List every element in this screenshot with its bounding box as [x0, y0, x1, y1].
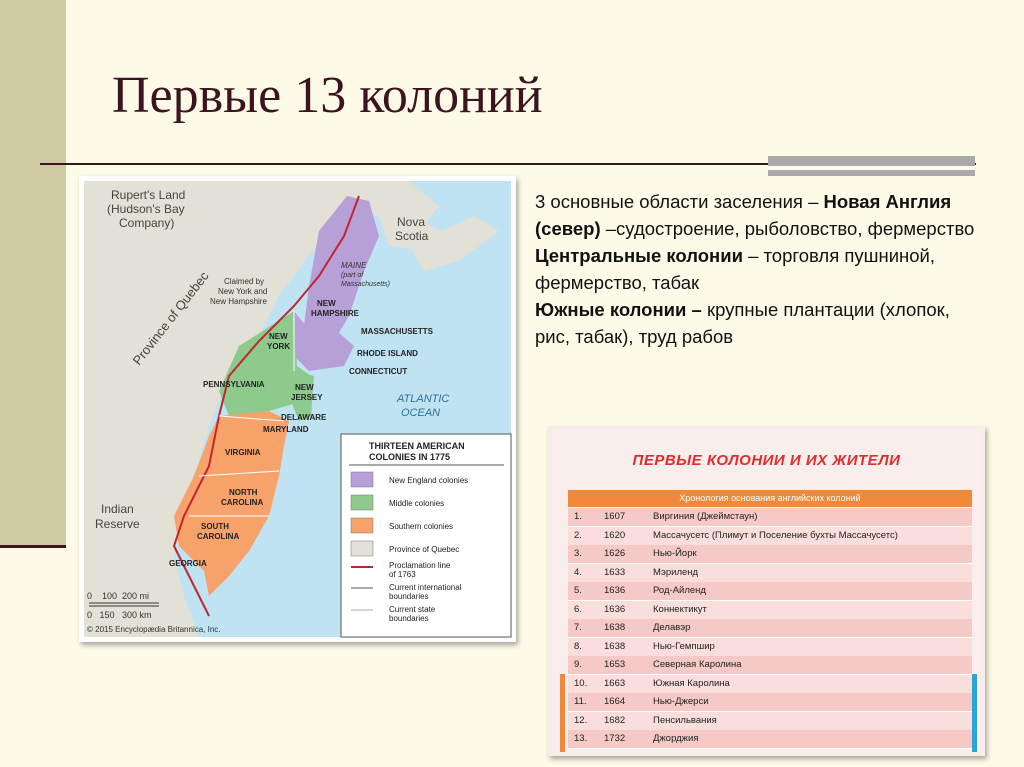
table-cell-name: Виргиния (Джеймстаун) — [653, 511, 758, 522]
table-cell-name: Мэриленд — [653, 566, 699, 578]
map-label-delaware: DELAWARE — [281, 413, 327, 422]
table-cell-num: 3. — [574, 548, 582, 559]
map-label-north-carolina-2: CAROLINA — [221, 498, 264, 507]
table-subheading: Хронология основания английских колоний — [568, 490, 972, 507]
legend-intl-boundaries-2: boundaries — [389, 592, 429, 601]
table-row — [568, 508, 972, 527]
map-label-quebec: Province of Quebec — [129, 268, 212, 368]
table-cell-num: 12. — [574, 714, 588, 726]
map-label-claimed-2: New York and — [218, 287, 268, 296]
table-cell-name: Северная Каролина — [653, 659, 742, 670]
table-cell-name: Нью-Гемпшир — [653, 640, 715, 652]
table-right-stripe — [972, 674, 977, 752]
table-row — [568, 564, 972, 583]
map-label-new-jersey-2: JERSEY — [291, 393, 323, 402]
table-cell-year: 1636 — [604, 585, 626, 596]
table-row — [568, 712, 972, 731]
map-label-new-jersey: NEW — [295, 383, 314, 392]
table-row — [568, 656, 972, 675]
map-label-massachusetts: MASSACHUSETTS — [361, 327, 434, 336]
legend-item-new-england: New England colonies — [389, 476, 469, 485]
map-label-connecticut: CONNECTICUT — [349, 367, 408, 376]
table-cell-year: 1638 — [604, 640, 626, 652]
table-cell-num: 4. — [574, 566, 582, 578]
table-row — [568, 693, 972, 712]
legend-item-southern: Southern colonies — [389, 522, 454, 531]
table-cell-year: 1633 — [604, 566, 626, 578]
map-label-nova-scotia-2: Scotia — [395, 229, 429, 243]
table-row — [568, 730, 972, 749]
table-cell-year: 1732 — [604, 733, 626, 744]
map-label-claimed-3: New Hampshire — [210, 297, 267, 306]
map-label-georgia: GEORGIA — [169, 559, 207, 568]
legend-title-2: COLONIES IN 1775 — [369, 452, 451, 462]
paragraph-new-england: 3 основные области заселения – Новая Англия (север) –судостроение, рыболовство, фермерство — [535, 191, 975, 239]
map-label-ruperts-land-3: Company) — [119, 216, 175, 230]
table-cell-name: Джорджия — [653, 733, 699, 744]
paragraph-middle-colonies: Центральные колонии – торговля пушниной, фермерство, табак — [535, 245, 936, 293]
map-label-nova-scotia: Nova — [397, 215, 426, 229]
legend-title: THIRTEEN AMERICAN — [369, 441, 465, 451]
table-row — [568, 527, 972, 546]
table-cell-name: Пенсильвания — [653, 714, 717, 726]
map-label-maryland: MARYLAND — [263, 425, 309, 434]
table-cell-name: Род-Айленд — [653, 585, 706, 596]
map-label-maine-3: Massachusetts) — [341, 281, 391, 288]
table-cell-year: 1638 — [604, 622, 626, 633]
map-legend — [341, 434, 511, 637]
table-cell-num: 7. — [574, 622, 582, 633]
table-row — [568, 545, 972, 564]
table-row — [568, 582, 972, 601]
table-cell-name: Массачусетс (Плимут и Поселение бухты Массачусетс) — [653, 529, 898, 541]
table-cell-name: Нью-Йорк — [653, 548, 697, 559]
map-label-maine: MAINE — [341, 261, 367, 270]
table-cell-year: 1663 — [604, 677, 626, 689]
map-label-pennsylvania: PENNSYLVANIA — [203, 380, 265, 389]
colonies-table-image — [548, 426, 985, 756]
colonies-description — [535, 188, 975, 350]
map-label-new-hampshire-2: HAMPSHIRE — [311, 309, 360, 318]
map-label-claimed: Claimed by — [224, 277, 265, 286]
table-left-stripe — [560, 674, 565, 752]
table-cell-year: 1664 — [604, 696, 626, 707]
table-cell-year: 1620 — [604, 529, 626, 541]
map-label-virginia: VIRGINIA — [225, 448, 261, 457]
table-row — [568, 601, 972, 620]
colonies-map — [79, 176, 516, 642]
map-label-rhode-island: RHODE ISLAND — [357, 349, 418, 358]
map-label-ruperts-land-2: (Hudson's Bay — [107, 202, 185, 216]
legend-state-boundaries: Current state — [389, 605, 436, 614]
table-cell-num: 5. — [574, 585, 582, 596]
table-cell-num: 6. — [574, 603, 582, 615]
map-scale-km: 0 150 300 km — [87, 610, 152, 620]
table-cell-num: 8. — [574, 640, 582, 652]
map-label-new-york: NEW — [269, 332, 288, 341]
title-accent-bar — [768, 156, 975, 166]
table-row — [568, 619, 972, 638]
paragraph-southern-colonies: Южные колонии – крупные плантации (хлопок, рис, табак), труд рабов — [535, 299, 950, 347]
table-cell-num: 9. — [574, 659, 582, 670]
map-label-new-hampshire: NEW — [317, 299, 336, 308]
table-cell-num: 11. — [574, 696, 587, 707]
map-label-atlantic: ATLANTIC — [397, 393, 450, 405]
map-label-south-carolina-2: CAROLINA — [197, 532, 240, 541]
table-cell-name: Коннектикут — [653, 603, 707, 615]
map-copyright: © 2015 Encyclopædia Britannica, Inc. — [87, 625, 221, 634]
table-cell-name: Нью-Джерси — [653, 696, 709, 707]
table-cell-name: Делавэр — [653, 622, 691, 633]
map-scale-miles: 0 100 200 mi — [87, 591, 150, 601]
table-cell-year: 1653 — [604, 659, 626, 670]
legend-proclamation: Proclamation line — [389, 561, 451, 570]
map-label-indian-reserve: Indian — [101, 502, 134, 516]
side-accent-bar — [0, 0, 66, 547]
map-label-north-carolina: NORTH — [229, 488, 258, 497]
table-row — [568, 675, 972, 694]
table-cell-num: 1. — [574, 511, 582, 522]
legend-item-quebec: Province of Quebec — [389, 545, 460, 554]
map-label-maine-2: (part of — [341, 272, 364, 279]
table-cell-year: 1626 — [604, 548, 626, 559]
legend-item-middle: Middle colonies — [389, 499, 445, 508]
map-label-south-carolina: SOUTH — [201, 522, 229, 531]
table-cell-num: 13. — [574, 733, 588, 744]
legend-proclamation-2: of 1763 — [389, 570, 416, 579]
legend-state-boundaries-2: boundaries — [389, 614, 429, 623]
table-row — [568, 638, 972, 657]
title-accent-bar-2 — [768, 170, 975, 176]
table-cell-name: Южная Каролина — [653, 677, 730, 689]
legend-intl-boundaries: Current international — [389, 583, 462, 592]
table-cell-num: 2. — [574, 529, 582, 541]
table-cell-num: 10. — [574, 677, 588, 689]
table-cell-year: 1636 — [604, 603, 626, 615]
side-accent-line — [0, 545, 66, 548]
map-label-new-york-2: YORK — [267, 342, 291, 351]
map-label-ruperts-land: Rupert's Land — [111, 188, 186, 202]
table-cell-year: 1682 — [604, 714, 626, 726]
map-label-indian-reserve-2: Reserve — [95, 517, 140, 531]
table-heading: ПЕРВЫЕ КОЛОНИИ И ИХ ЖИТЕЛИ — [632, 452, 901, 469]
map-label-atlantic-2: OCEAN — [401, 407, 441, 419]
table-cell-year: 1607 — [604, 511, 626, 522]
slide-title: Первые 13 колоний — [112, 67, 543, 124]
